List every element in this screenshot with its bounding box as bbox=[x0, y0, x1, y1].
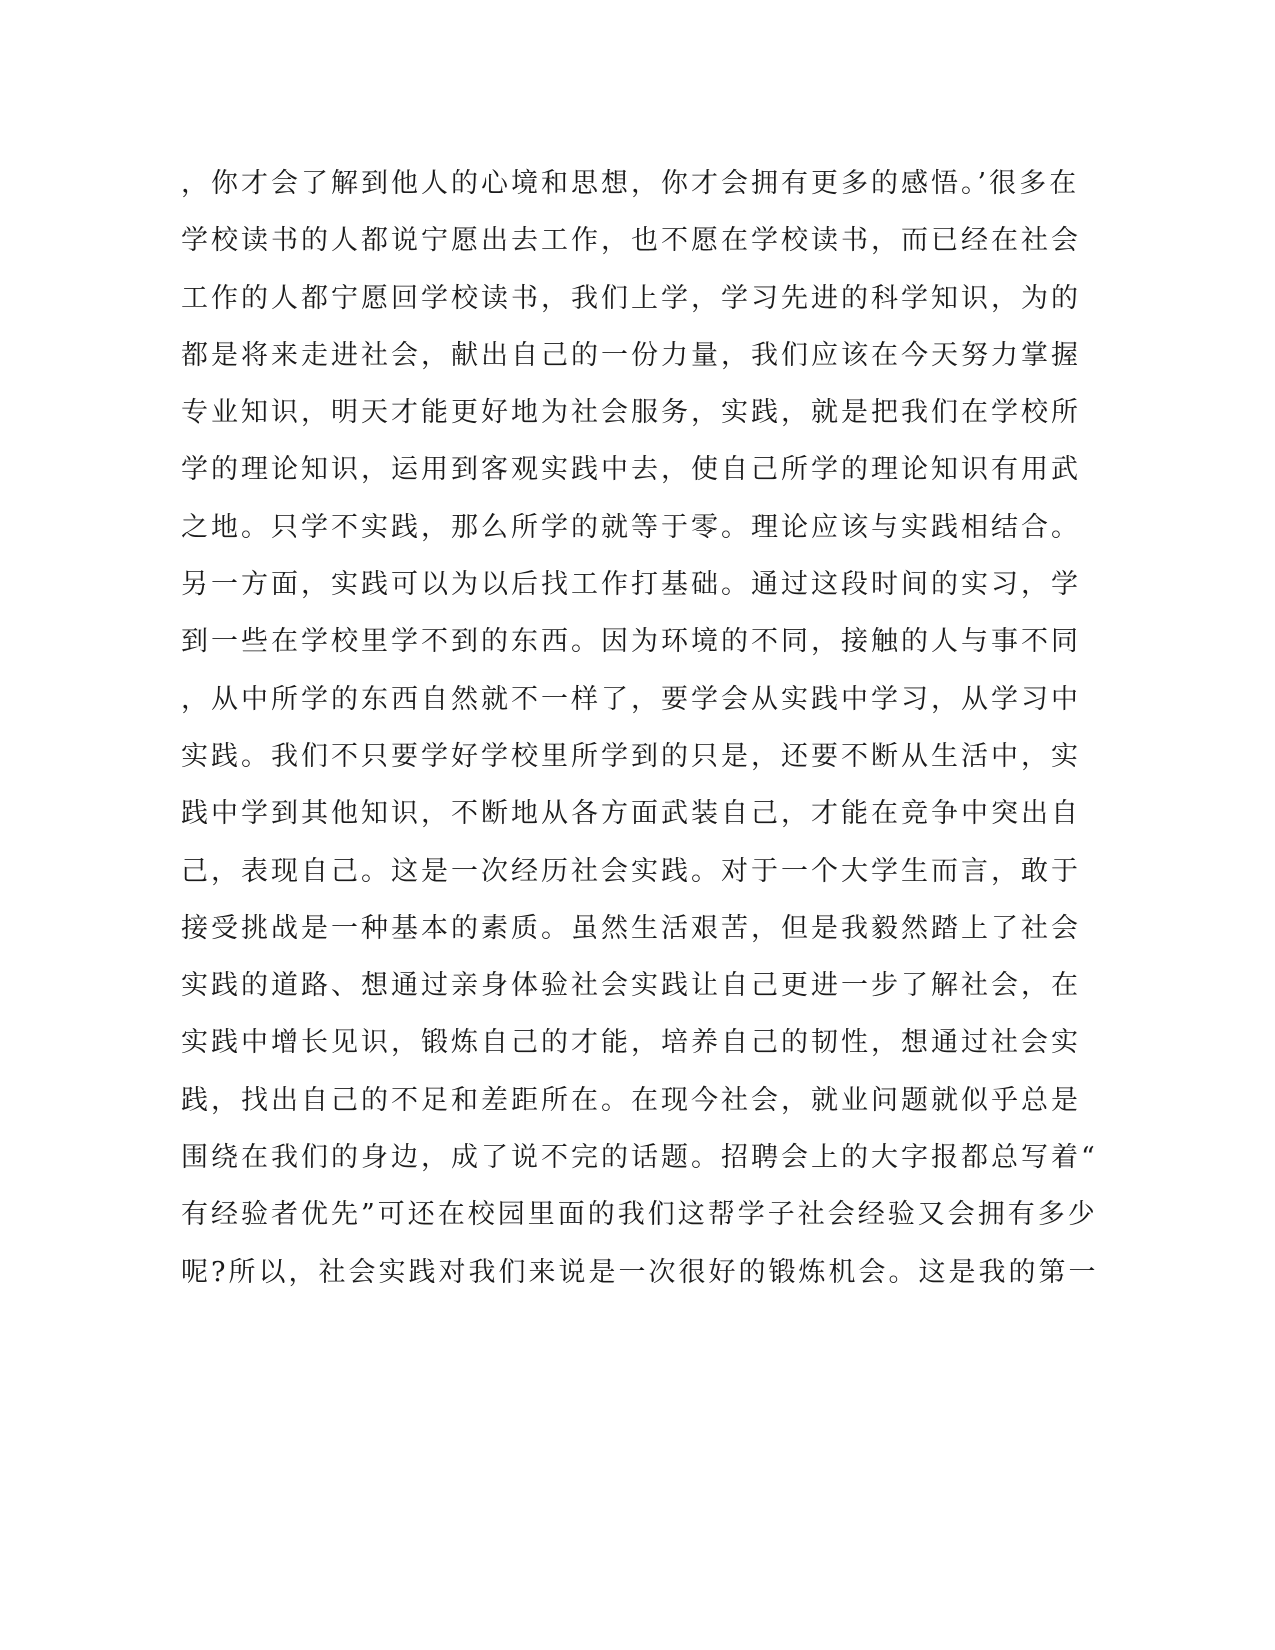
text-line: 工作的人都宁愿回学校读书，我们上学，学习先进的科学知识，为的 bbox=[181, 282, 1081, 314]
text-line: ，从中所学的东西自然就不一样了，要学会从实践中学习，从学习中 bbox=[181, 683, 1081, 715]
text-line: 实践的道路、想通过亲身体验社会实践让自己更进一步了解社会，在 bbox=[181, 970, 1081, 1002]
text-line: 践，找出自己的不足和差距所在。在现今社会，就业问题就似乎总是 bbox=[181, 1084, 1081, 1116]
text-line: 围绕在我们的身边，成了说不完的话题。招聘会上的大字报都总写着“ bbox=[181, 1142, 1098, 1174]
text-line: 专业知识，明天才能更好地为社会服务，实践，就是把我们在学校所 bbox=[181, 397, 1081, 429]
text-line: 实践。我们不只要学好学校里所学到的只是，还要不断从生活中，实 bbox=[181, 740, 1081, 772]
text-line: 另一方面，实践可以为以后找工作打基础。通过这段时间的实习，学 bbox=[181, 569, 1081, 601]
text-line: 都是将来走进社会，献出自己的一份力量，我们应该在今天努力掌握 bbox=[181, 339, 1081, 371]
text-line: 学的理论知识，运用到客观实践中去，使自己所学的理论知识有用武 bbox=[181, 454, 1081, 486]
text-line: 接受挑战是一种基本的素质。虽然生活艰苦，但是我毅然踏上了社会 bbox=[181, 912, 1081, 944]
text-line: 呢?所以，社会实践对我们来说是一次很好的锻炼机会。这是我的第一 bbox=[181, 1256, 1099, 1288]
text-line: 之地。只学不实践，那么所学的就等于零。理论应该与实践相结合。 bbox=[181, 511, 1081, 543]
text-line: 有经验者优先”可还在校园里面的我们这帮学子社会经验又会拥有多少 bbox=[181, 1199, 1098, 1231]
text-line: 到一些在学校里学不到的东西。因为环境的不同，接触的人与事不同 bbox=[181, 626, 1081, 658]
body-text bbox=[181, 155, 1099, 1301]
text-line: 实践中增长见识，锻炼自己的才能，培养自己的韧性，想通过社会实 bbox=[181, 1027, 1081, 1059]
text-line: ，你才会了解到他人的心境和思想，你才会拥有更多的感悟。’很多在 bbox=[181, 168, 1080, 199]
text-line: 学校读书的人都说宁愿出去工作，也不愿在学校读书，而已经在社会 bbox=[181, 225, 1081, 257]
text-line: 践中学到其他知识，不断地从各方面武装自己，才能在竞争中突出自 bbox=[181, 798, 1081, 830]
text-line: 己，表现自己。这是一次经历社会实践。对于一个大学生而言，敢于 bbox=[181, 855, 1081, 887]
